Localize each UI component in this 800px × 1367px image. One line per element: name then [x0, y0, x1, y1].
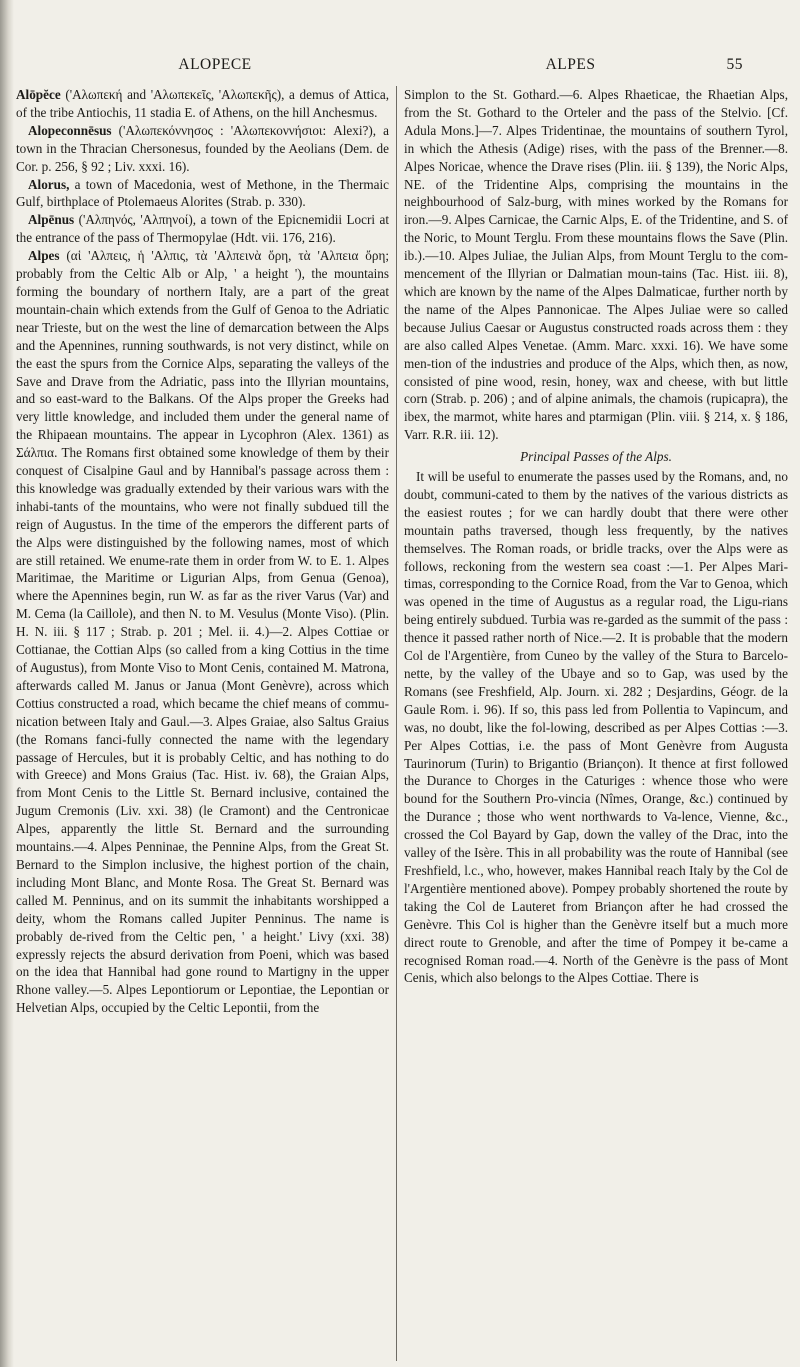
- headword: Alpēnus: [28, 212, 75, 228]
- entry-text: ('Αλπηνός, 'Αλπηνοί), a town of the Epicnemidii Locri at the entrance of the pass of Thermopylae (Hdt. vii. 176, 216).: [16, 212, 389, 246]
- headword: Alorus,: [28, 176, 70, 192]
- entry-alorus: [16, 176, 389, 212]
- entry-text: ('Αλωπεκή and 'Αλωπεκεῖς, 'Αλωπεκῆς), a demus of Attica, of the tribe Antiochis, 11 stadia E. of Athens, on the hill Anchesmus.: [16, 87, 390, 120]
- subheading-text: Principal Passes of the Alps.: [520, 449, 672, 465]
- entry-alopeconnesus: [16, 122, 389, 176]
- passes-paragraph: It will be useful to enumerate the passes used by the Romans, and, no doubt, communi-cated to them by the natives of the various districts as the easiest routes ; for we can hardly doubt that there were other mountain paths traversed, though less frequently, by the natives themselves. The Roman roads, or bridle tracks, over the Alps were as follows, reckoning from the western sea coast :—1. Per Alpes Mari-timas, corresponding to the Cornice Road, from the Var to Genoa, which was opened in the time of Augustus as a regular road, the Ligu-rians being entirely subdued. Turbia was re-garded as the summit of the pass : thence it passed rather north of Nice.—2. It is probable that the modern Col de l'Argentière, from Cuneo by the valley of the Stura to Barcelo-nette, by the valley of the Ubaye and so to Gap, was used by the Romans (see Freshfield, Alp. Journ. xi. 282 ; Desjardins, Géogr. de la Gaule Rom. i. 96). If so, this pass led from Pollentia to Vapincum, and was, no doubt, like the fol-lowing, described as per Alpes Cottias :—3. Per Alpes Cottias, i.e. the pass of Mont Genèvre from Augusta Taurinorum (Turin) to Brigantio (Briançon). It thence at first followed the Durance to Chorges in the Caturiges : whence those who were bound for the Southern Pro-vincia (Nîmes, Orange, &c.) continued by the Durance ; those who went northwards to Va-lence, Vienne, &c., crossed the Col Bayard by Gap, down the valley of the Drac, into the valley of the Isère. This in all probability was the route of Hannibal (see Freshfield, l.c., who, however, makes Hannibal reach Italy by the Col de l'Argentière mentioned above). Pompey probably shortened the route by taking the Col de Lauteret from Briançon after he had crossed the Genèvre. This Col is higher than the Genèvre itself but a much more direct route to Grenoble, and after the time of Pompey it be-came a recognised Roman road.—4. North of the Genèvre is the pass of Mont Cenis, which also belongs to the Alpes Cottiae. There is: [404, 469, 788, 986]
- binding-shadow: [0, 0, 14, 1367]
- running-head-right: [398, 56, 743, 78]
- headword: Alōpĕce: [16, 87, 61, 102]
- column-divider: [396, 86, 397, 1361]
- headword: Alopeconnēsus: [28, 122, 112, 138]
- entry-alopece: [16, 86, 389, 122]
- entry-text: ('Αλωπεκόννησος : 'Αλωπεκοννήσιοι: Alexi?), a town in the Thracian Chersonesus, founded by the Aeolians (Dem. de Cor. p. 256, § 92 ; Liv. xxxi. 16).: [16, 122, 389, 174]
- running-head-right-title: ALPES: [545, 56, 596, 73]
- running-head-left-title: ALOPECE: [178, 56, 252, 73]
- entry-text: (αἱ 'Αλπεις, ἡ 'Αλπις, τὰ 'Αλπεινὰ ὄρη, τὰ 'Αλπεια ὄρη; probably from the Celtic Alb or Alp, ' a height '), the mountains forming the boundary of northern Italy, are a part of the great mountain-chain which extends from the Gulf of Genoa to the Adriatic near Trieste, but on the west the line of demarcation between the Alps and the Apennines, running southwards, is not very distinct, while on the east the spurs from the Cornice Alps, separating the valleys of the Save and Drave from the Adriatic, pass into the Illyrian mountains, and so east-ward to the Balkans. Of the Alps proper the Greeks had very little knowledge, and included them under the general name of the Rhipaean mountains. The appear in Lycophron (Alex. 1361) as Σάλπια. The Romans first obtained some knowledge of them by their conquest of Cisalpine Gaul and by Hannibal's passage across them : this knowledge was gradually extended by their various wars with the inhabi-tants of the mountains, who were not finally subdued till the reign of Augustus. In the time of the emperors the different parts of the Alps were distinguished by the following names, most of which are still retained. We enume-rate them in order from W. to E. 1. Alpes Maritimae, the Maritime or Ligurian Alps, from Genua (Genoa), where the Apennines begin, run W. as far as the river Varus (Var) and M. Cema (la Caillole), and then N. to M. Vesulus (Monte Viso). (Plin. H. N. iii. § 117 ; Strab. p. 201 ; Mel. ii. 4.)—2. Alpes Cottiae or Cottianae, the Cottian Alps (so called from a king Cottius in the time of Augustus), from Monte Viso to Mont Cenis, contained M. Matrona, afterwards called M. Janus or Janua (Mont Genèvre), across which Cottius constructed a road, which became the chief means of commu-nication between Italy and Gaul.—3. Alpes Graiae, also Saltus Graius (the Romans fanci-fully connected the name with the legendary passage of Hercules, but it is probably Celtic, and has nothing to do with Greece) and Mons Graius (Tac. Hist. iv. 68), the Graian Alps, from Mont Cenis to the Little St. Bernard inclusive, contained the Jugum Cremonis (Liv. xxi. 38) (le Cramont) and the Centronicae Alpes, apparently the little St. Bernard and the surrounding mountains.—4. Alpes Penninae, the Pennine Alps, from the Great St. Bernard to the Simplon inclusive, the highest portion of the chain, including Mont Blanc, and Monte Rosa. The Great St. Bernard was called M. Penninus, and on its summit the inhabitants worshipped a deity, whom the Romans called Jupiter Penninus. The name is probably de-rived from the Celtic pen, ' a height.' Livy (xxi. 38) expressly rejects the absurd derivation from Poeni, which was based on the idea that Hannibal had gone round to Martigny in the upper Rhone valley.—5. Alpes Lepontiorum or Lepontiae, the Lepontian or Helvetian Alps, occupied by the Celtic Lepontii, from the: [16, 248, 390, 1016]
- entry-alpes: [16, 247, 389, 1017]
- running-head-left: [50, 56, 380, 78]
- section-subheading: [404, 448, 788, 466]
- entry-text: a town of Macedonia, west of Methone, in the Thermaic Gulf, birthplace of Ptolemaeus Alorites (Strab. p. 330).: [16, 176, 389, 210]
- right-column: [404, 86, 788, 987]
- entry-continuation: Simplon to the St. Gothard.—6. Alpes Rhaeticae, the Rhaetian Alps, from the St. Gothard to the Orteler and the pass of the Stelvio. [Cf. Adula Mons.]—7. Alpes Tridentinae, the mountains of southern Tyrol, in which the Athesis (Adige) rises, with the pass of the Brenner.—8. Alpes Noricae, whence the Drave rises (Plin. iii. § 139), the Noric Alps, NE. of the Tridentine Alps, comprising the mountains in the neighbourhood of Salz-burg, with mines worked by the Romans for iron.—9. Alpes Carnicae, the Carnic Alps, E. of the Tridentine, and S. of the Noric, to Mount Terglu. From these mountains flows the Save (Plin. ib.).—10. Alpes Juliae, the Julian Alps, from Mount Terglu to the com-mencement of the Illyrian or Dalmatian moun-tains (Tac. Hist. iii. 8), which are known by the name of the Alpes Dalmaticae, further north by the name of the Alpes Pannonicae. The Alpes Juliae were so called because Julius Caesar or Augustus constructed roads across them : they are also called Alpes Venetae. (Amm. Marc. xxxi. 16). We have some men-tion of the industries and produce of the Alps, which then, as now, consisted of pine wood, resin, honey, wax and cheese, with but little corn (Strab. p. 206) ; and of alpine animals, the chamois (rupicapra), the ibex, the marmot, white hares and ptarmigan (Plin. viii. § 214, x. § 186, Varr. R.R. iii. 12).: [404, 87, 788, 443]
- page-number: 55: [726, 56, 743, 73]
- entry-alpenus: [16, 211, 389, 247]
- left-column: [16, 86, 389, 1017]
- headword: Alpes: [28, 248, 60, 264]
